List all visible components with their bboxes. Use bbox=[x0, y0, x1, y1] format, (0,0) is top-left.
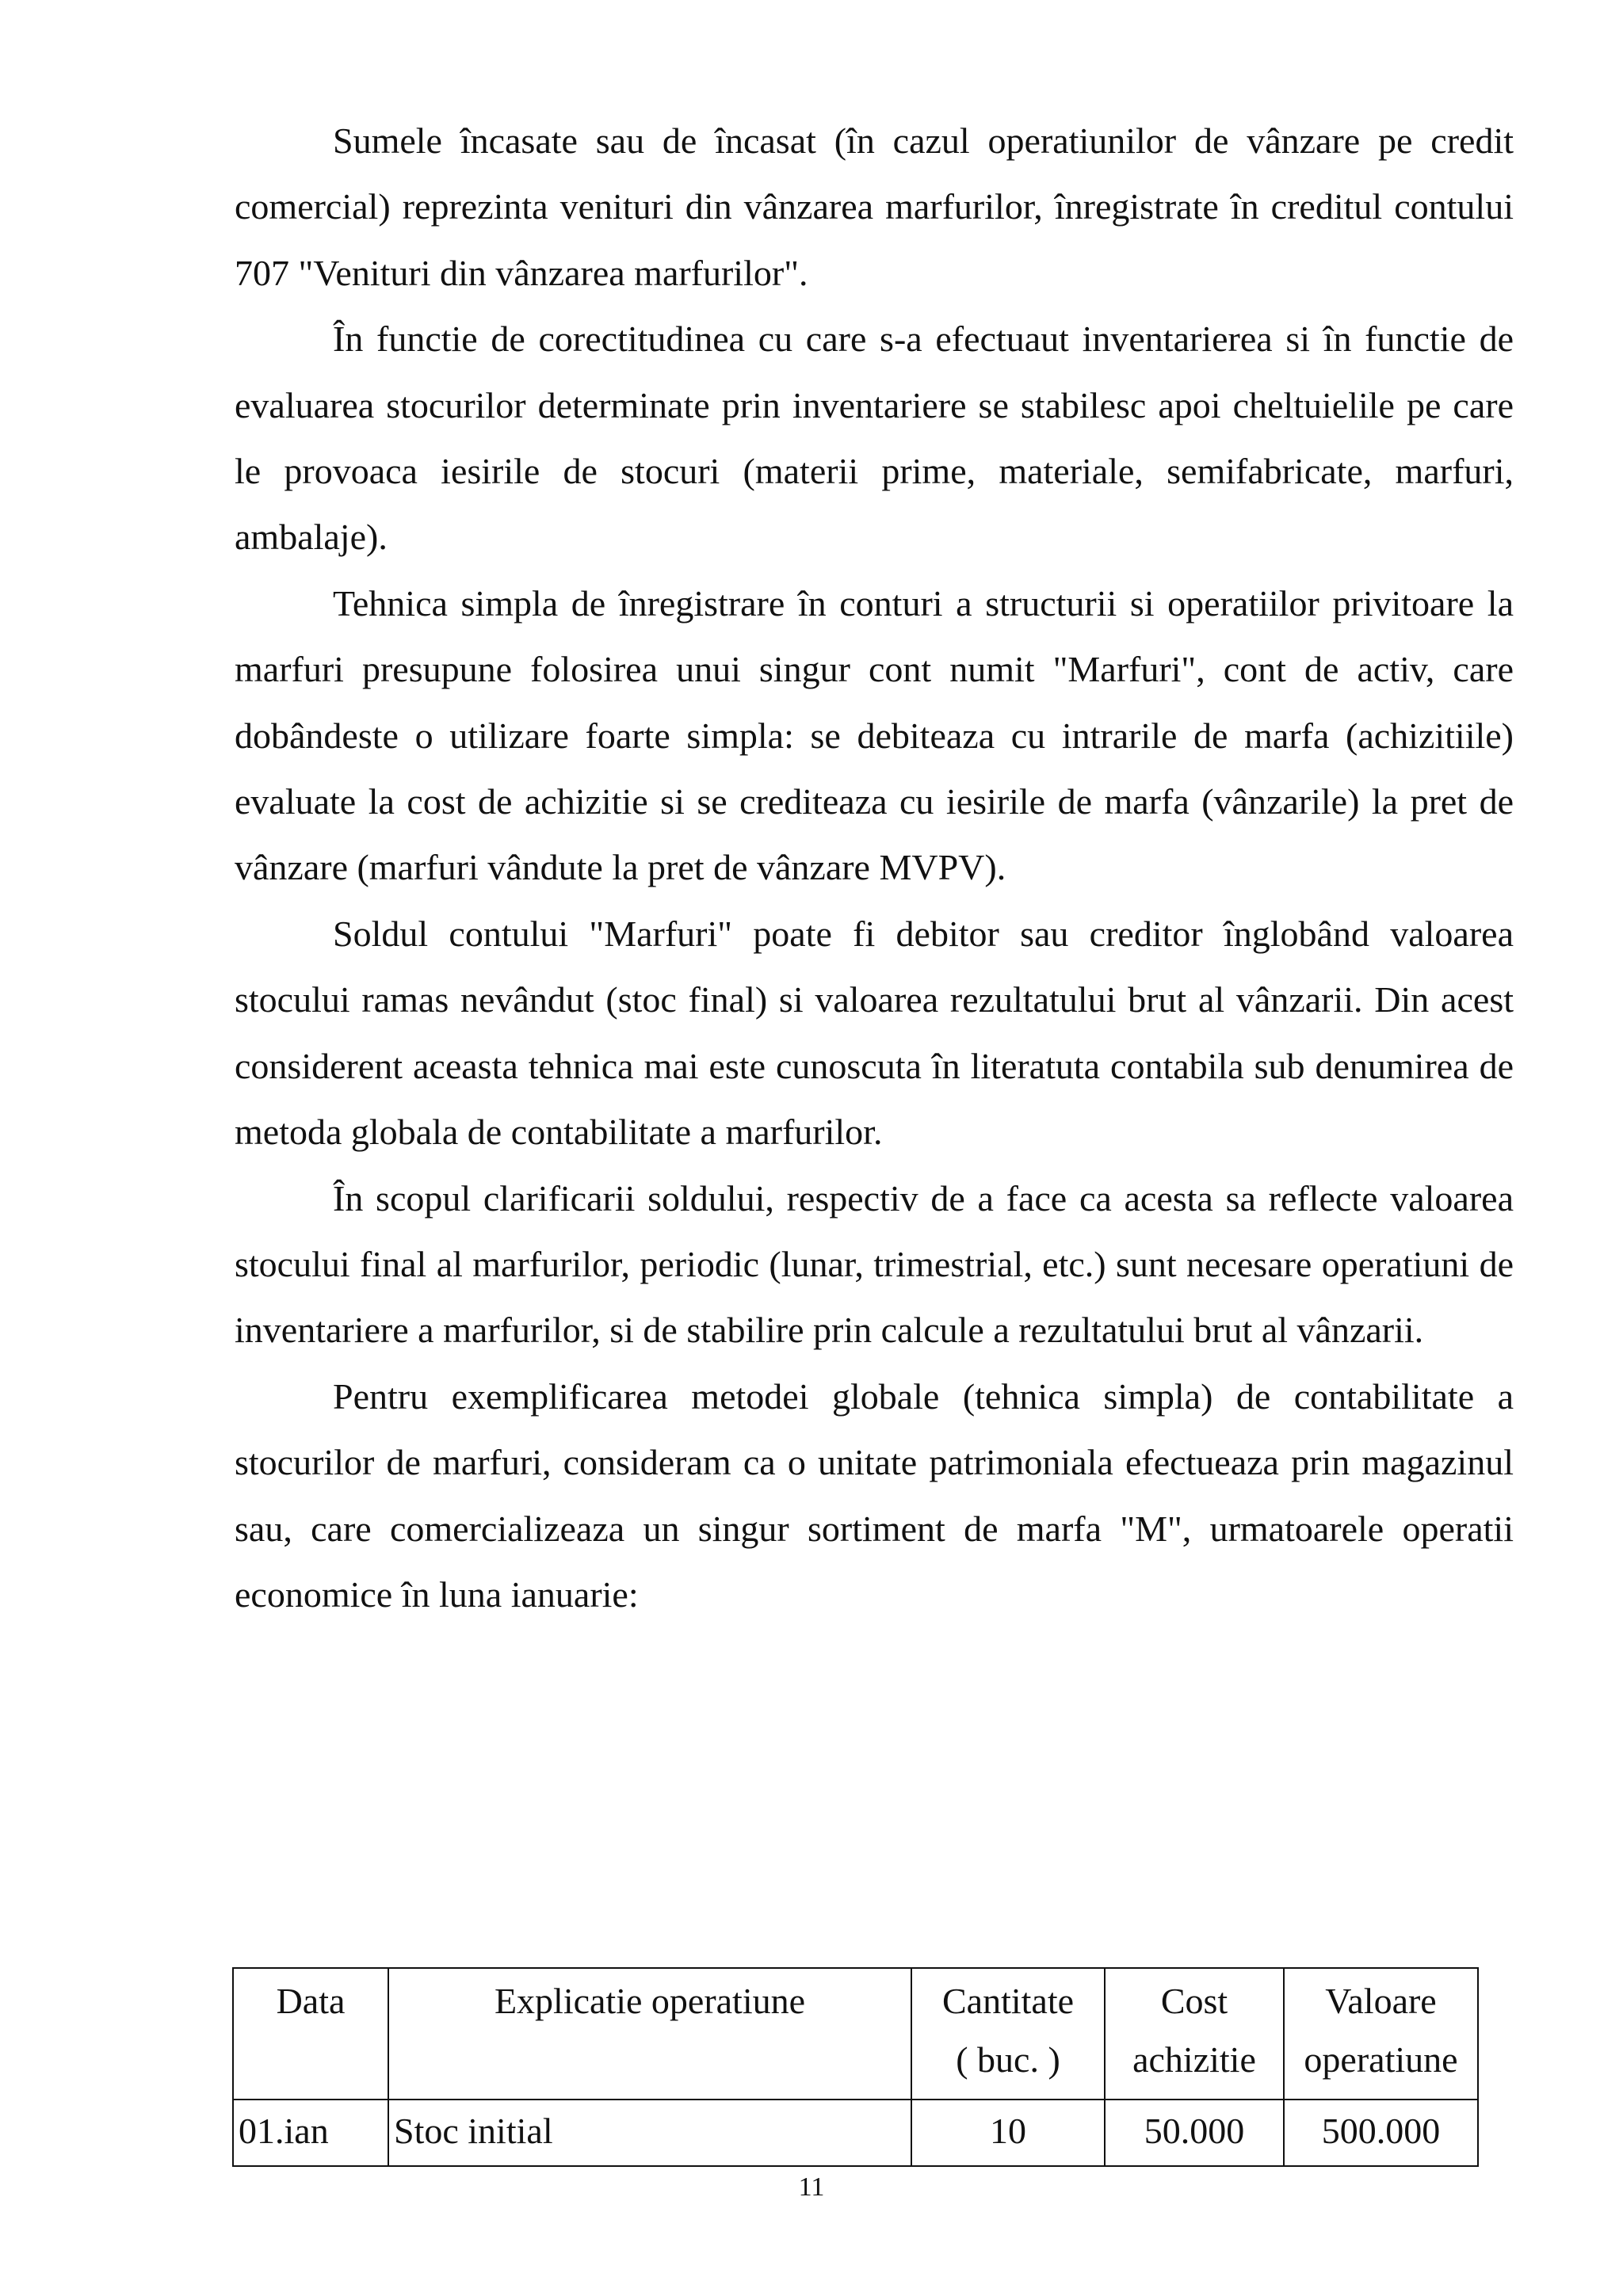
table-header-row bbox=[233, 1968, 1478, 2100]
paragraph-6: Pentru exemplificarea metodei globale (tehnica simpla) de contabilitate a stocurilor de marfuri, consideram ca o unitate patrimoniala efectueaza prin magazinul sau, care comercializeaza un singur sortiment de marfa "M", urmatoarele operatii economice în luna ianuarie: bbox=[235, 1375, 1514, 1615]
header-explanation: Explicatie operatiune bbox=[388, 1968, 911, 2100]
header-operation-value: Valoare operatiune bbox=[1284, 1968, 1478, 2100]
header-quantity: Cantitate ( buc. ) bbox=[911, 1968, 1105, 2100]
cell-date: 01.ian bbox=[233, 2100, 388, 2166]
cell-explanation: Stoc initial bbox=[388, 2100, 911, 2166]
paragraph-2: În functie de corectitudinea cu care s-a efectuaut inventarierea si în functie de evaluarea stocurilor determinate prin inventariere se stabilesc apoi cheltuielile pe care le provoaca iesirile de stocuri (materii prime, materiale, semifabricate, marfuri, ambalaje). bbox=[235, 318, 1514, 558]
header-acquisition-cost: Cost achizitie bbox=[1105, 1968, 1284, 2100]
cell-quantity: 10 bbox=[911, 2100, 1105, 2166]
paragraph-3: Tehnica simpla de înregistrare în conturi a structurii si operatiilor privitoare la marfuri presupune folosirea unui singur cont numit "Marfuri", cont de activ, care dobândeste o utilizare foarte simpla: se debiteaza cu intrarile de marfa (achizitiile) evaluate la cost de achizitie si se crediteaza cu iesirile de marfa (vânzarile) la pret de vânzare (marfuri vândute la pret de vânzare MVPV). bbox=[235, 582, 1514, 888]
cell-acquisition-cost: 50.000 bbox=[1105, 2100, 1284, 2166]
paragraph-5: În scopul clarificarii soldului, respectiv de a face ca acesta sa reflecte valoarea stocului final al marfurilor, periodic (lunar, trimestrial, etc.) sunt necesare operatiuni de inventariere a marfurilor, si de stabilire prin calcule a rezultatului brut al vânzarii. bbox=[235, 1177, 1514, 1351]
table-row bbox=[233, 2100, 1478, 2166]
paragraph-4: Soldul contului "Marfuri" poate fi debitor sau creditor înglobând valoarea stocului ramas nevândut (stoc final) si valoarea rezultatului brut al vânzarii. Din acest considerent aceasta tehnica mai este cunoscuta în literatuta contabila sub denumirea de metoda globala de contabilitate a marfurilor. bbox=[235, 913, 1514, 1153]
operations-table-container bbox=[232, 1967, 1477, 2167]
header-date: Data bbox=[233, 1968, 388, 2100]
body-text bbox=[235, 108, 1514, 1627]
page-number: 11 bbox=[798, 2172, 825, 2202]
operations-table bbox=[232, 1967, 1479, 2167]
cell-operation-value: 500.000 bbox=[1284, 2100, 1478, 2166]
paragraph-1: Sumele încasate sau de încasat (în cazul operatiunilor de vânzare pe credit comercial) reprezinta venituri din vânzarea marfurilor, înregistrate în creditul contului 707 "Venituri din vânzarea marfurilor". bbox=[235, 120, 1514, 293]
